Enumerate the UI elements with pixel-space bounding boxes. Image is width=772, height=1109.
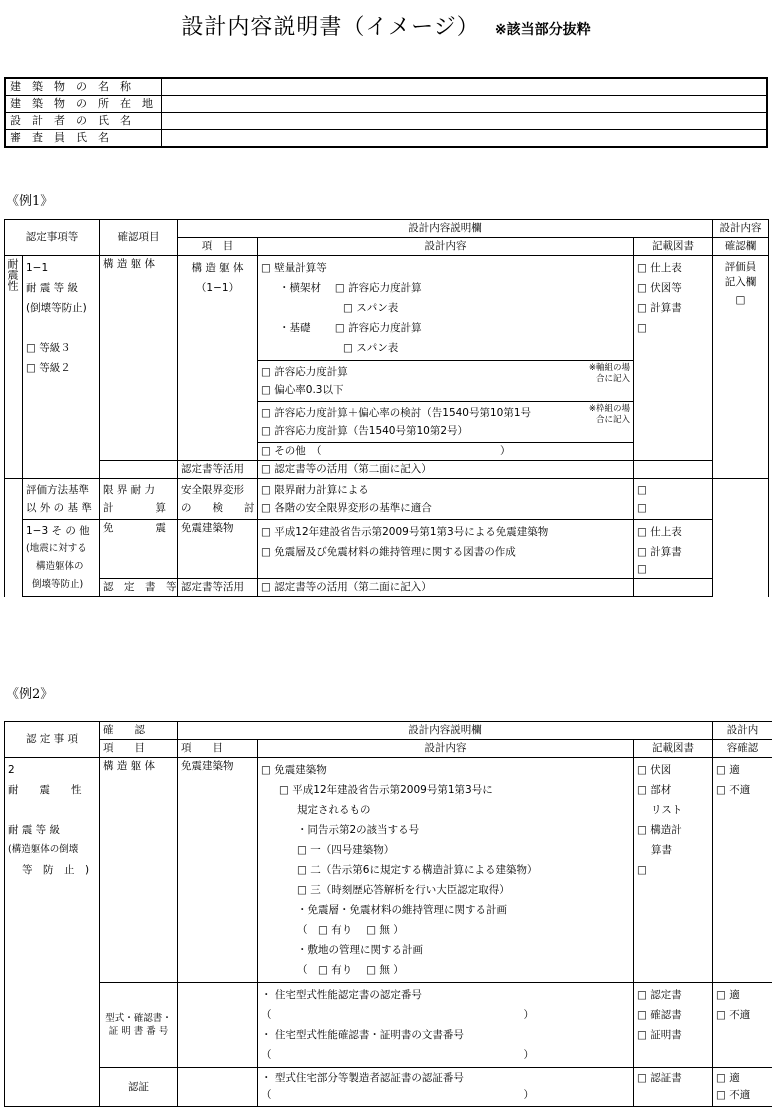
- doc-checkbox[interactable]: □ 確認書: [637, 1009, 682, 1021]
- doc-checkbox[interactable]: □ 構造計: [637, 824, 682, 836]
- item-line: (構造躯体の倒壊: [8, 844, 79, 855]
- content-cell[interactable]: □ その他 （ ）: [258, 443, 634, 461]
- content-line: ・ 型式住宅部分等製造者認証書の認証番号: [261, 1072, 464, 1084]
- check-cell: [100, 983, 178, 1068]
- check-cell: 構 造 躯 体: [100, 256, 178, 461]
- subitem-cell: [178, 983, 258, 1068]
- item-line: 2: [8, 764, 15, 776]
- doc-checkbox[interactable]: □ 認定書: [637, 989, 682, 1001]
- item-line: 評価方法基準: [26, 484, 89, 496]
- item-line: [8, 800, 96, 820]
- confirm-line: 評価員: [724, 261, 757, 273]
- confirm-cell: [713, 479, 769, 597]
- subitem-line: の 検 討: [181, 502, 255, 514]
- title-main: 設計内容説明書（イメージ）: [181, 15, 480, 40]
- header-explain: 設計内容説明欄: [178, 220, 713, 238]
- check-cell: 認証: [100, 1068, 178, 1107]
- item-line: (倒壊等防止): [26, 302, 87, 314]
- content-checkbox[interactable]: □ 二（告示第6に規定する構造計算による建築物）: [297, 864, 538, 876]
- check-cell: [100, 461, 178, 479]
- header-confirm-2: 確認欄: [713, 238, 769, 256]
- content-cell[interactable]: □ 認定書等の活用（第二面に記入）: [258, 461, 634, 479]
- content-checkbox[interactable]: □ 免震建築物: [261, 764, 327, 776]
- content-checkbox[interactable]: □ 許容応力度計算: [261, 366, 348, 378]
- item-line: 等 防 止 ): [22, 864, 90, 876]
- ng-checkbox[interactable]: □ 不適: [716, 784, 751, 796]
- doc-checkbox[interactable]: □: [637, 484, 647, 496]
- grade-3-checkbox[interactable]: □ 等級３: [26, 342, 71, 354]
- confirm-cell: [713, 983, 772, 1068]
- header-explain: 設計内容説明欄: [178, 722, 713, 740]
- check-cell: 免 震: [100, 520, 178, 579]
- content-cell: [258, 479, 634, 520]
- content-checkbox[interactable]: （ □ 有り □ 無 ）: [297, 964, 404, 976]
- number-field[interactable]: （ ）: [261, 1009, 534, 1021]
- header-subitem: 項 目: [178, 238, 258, 256]
- content-checkbox[interactable]: □ 許容応力度計算＋偏心率の検討（告1540号第10第1号: [261, 407, 532, 419]
- doc-checkbox[interactable]: □ 計算書: [637, 302, 682, 314]
- header-item: 認定事項等: [5, 220, 100, 256]
- header-content: 設計内容: [258, 238, 634, 256]
- header-confirm-1: 設計内容: [713, 220, 769, 238]
- subitem-line: （1−1）: [195, 282, 240, 294]
- content-checkbox[interactable]: □ スパン表: [343, 302, 399, 314]
- example-2-table: [4, 721, 772, 1107]
- note-line: 合に記入: [595, 374, 630, 384]
- item-line: 1−3 そ の 他: [26, 525, 90, 537]
- content-line: 規定されるもの: [297, 804, 371, 816]
- content-cell[interactable]: □ 認定書等の活用（第二面に記入）: [258, 579, 634, 597]
- vertical-text: 耐震性: [6, 258, 19, 291]
- content-checkbox[interactable]: ・横架材 □ 許容応力度計算: [279, 282, 422, 294]
- subitem-cell: 免震建築物: [178, 520, 258, 579]
- subitem-cell: [178, 256, 258, 461]
- subitem-cell: 免震建築物: [178, 758, 258, 983]
- content-cell: [258, 758, 634, 983]
- doc-checkbox[interactable]: □: [637, 322, 647, 334]
- confirm-cell: [713, 1068, 772, 1107]
- note: [589, 404, 630, 426]
- content-cell: [258, 983, 634, 1068]
- docs-cell: [634, 1068, 713, 1107]
- info-value-field[interactable]: [161, 113, 767, 130]
- content-checkbox[interactable]: □ 壁量計算等: [261, 262, 327, 274]
- subitem-cell: [178, 1068, 258, 1107]
- example-1-table: [4, 219, 769, 597]
- item-cell: [5, 758, 100, 1107]
- doc-checkbox[interactable]: □ 部材: [637, 784, 672, 796]
- content-checkbox[interactable]: □ 許容応力度計算（告1540号第10第2号）: [261, 425, 469, 437]
- header-content: 設計内容: [258, 740, 634, 758]
- example-1-label: 《例1》: [6, 194, 54, 209]
- docs-cell: [634, 579, 713, 597]
- item-cell: [23, 479, 100, 520]
- doc-checkbox[interactable]: □ 計算書: [637, 546, 682, 558]
- doc-checkbox[interactable]: □: [637, 563, 647, 575]
- doc-line: リスト: [651, 804, 683, 816]
- doc-checkbox[interactable]: □ 伏図等: [637, 282, 682, 294]
- ng-checkbox[interactable]: □ 不適: [716, 1089, 751, 1101]
- content-cell: [258, 402, 634, 443]
- note-line: 合に記入: [595, 415, 630, 425]
- item-line: 構造躯体の: [36, 561, 84, 572]
- header-docs: 記載図書: [634, 740, 713, 758]
- ok-checkbox[interactable]: □ 適: [716, 989, 740, 1001]
- content-checkbox[interactable]: □ 平成12年建設省告示第2009号第1第3号による免震建築物: [261, 526, 549, 538]
- info-label: 審 査 員 氏 名: [5, 130, 161, 148]
- item-cell: [23, 256, 100, 479]
- content-checkbox[interactable]: □ 免震層及び免震材料の維持管理に関する図書の作成: [261, 546, 516, 558]
- note: [589, 363, 630, 385]
- content-checkbox[interactable]: □ 限界耐力計算による: [261, 484, 369, 496]
- doc-checkbox[interactable]: □ 仕上表: [637, 262, 682, 274]
- content-checkbox[interactable]: □ 平成12年建設省告示第2009号第1第3号に: [279, 784, 493, 796]
- docs-cell: [634, 479, 713, 520]
- content-line: ・ 住宅型式性能認定書の認定番号: [261, 989, 422, 1001]
- check-line: 型式・確認書・: [105, 1013, 172, 1024]
- number-field[interactable]: （ ）: [261, 1089, 534, 1101]
- info-label: 建 築 物 の 所 在 地: [5, 96, 161, 113]
- content-checkbox[interactable]: □ 各階の安全限界変形の基準に適合: [261, 502, 432, 514]
- ok-checkbox[interactable]: □ 適: [716, 1072, 740, 1084]
- item-cell: [23, 520, 100, 597]
- info-value-field[interactable]: [161, 78, 767, 96]
- header-confirm-1: 設計内: [713, 722, 772, 740]
- docs-cell: [634, 256, 713, 461]
- item-line: 以 外 の 基 準: [26, 502, 92, 514]
- ok-checkbox[interactable]: □ 適: [716, 764, 740, 776]
- check-line: 証 明 書 番 号: [108, 1026, 169, 1037]
- header-subitem: 項 目: [178, 740, 258, 758]
- note-line: ※軸組の場: [588, 363, 630, 373]
- example-2-label: 《例2》: [6, 687, 54, 702]
- confirm-cell: [713, 256, 769, 479]
- content-cell: [258, 520, 634, 579]
- content-line: ・同告示第2の該当する号: [297, 824, 420, 836]
- doc-line: 算書: [651, 844, 672, 856]
- item-line: (地震に対する: [26, 543, 87, 554]
- docs-cell: [634, 983, 713, 1068]
- doc-checkbox[interactable]: □: [637, 864, 647, 876]
- confirm-cell: [713, 758, 772, 983]
- subitem-line: 構 造 躯 体: [191, 262, 244, 274]
- subitem-cell: 認定書等活用: [178, 579, 258, 597]
- header-check-1: 確 認: [100, 722, 178, 740]
- content-cell: [258, 256, 634, 361]
- ng-checkbox[interactable]: □ 不適: [716, 1009, 751, 1021]
- content-line: ・ 住宅型式性能確認書・証明書の文書番号: [261, 1029, 464, 1041]
- header-item: 認 定 事 項: [5, 722, 100, 758]
- check-line: 計 算: [103, 502, 166, 514]
- info-row: [5, 78, 767, 96]
- content-checkbox[interactable]: □ 一（四号建築物）: [297, 844, 395, 856]
- doc-checkbox[interactable]: □ 認証書: [637, 1072, 682, 1084]
- docs-cell: [634, 520, 713, 579]
- building-info-table: [4, 77, 768, 148]
- info-row: [5, 130, 767, 148]
- content-checkbox[interactable]: □ 三（時刻歴応答解析を行い大臣認定取得）: [297, 884, 510, 896]
- content-checkbox[interactable]: □ スパン表: [343, 342, 399, 354]
- content-line: ・免震層・免震材料の維持管理に関する計画: [297, 904, 507, 916]
- content-checkbox[interactable]: □ 偏心率0.3以下: [261, 384, 344, 396]
- title-sub: ※該当部分抜粋: [494, 22, 591, 38]
- content-cell: [258, 361, 634, 402]
- item-line: 1−1: [26, 262, 49, 274]
- blank-cell: [5, 479, 23, 597]
- header-check-2: 項 目: [100, 740, 178, 758]
- info-row: [5, 96, 767, 113]
- seismic-vertical-label: [5, 256, 23, 479]
- docs-cell: [634, 758, 713, 983]
- header-confirm-2: 容確認: [713, 740, 772, 758]
- subitem-cell: 認定書等活用: [178, 461, 258, 479]
- check-cell: [100, 479, 178, 520]
- grade-2-checkbox[interactable]: □ 等級２: [26, 362, 71, 374]
- item-line: 耐 震 等 級: [26, 282, 79, 294]
- info-row: [5, 113, 767, 130]
- item-line: [26, 318, 96, 338]
- doc-checkbox[interactable]: □ 仕上表: [637, 526, 682, 538]
- note-line: ※枠組の場: [588, 404, 630, 414]
- content-line: ・敷地の管理に関する計画: [297, 944, 423, 956]
- info-value-field[interactable]: [161, 96, 767, 113]
- content-cell: [258, 1068, 634, 1107]
- number-field[interactable]: （ ）: [261, 1049, 534, 1061]
- subitem-cell: [178, 479, 258, 520]
- check-cell: 認 定 書 等: [100, 579, 178, 597]
- info-value-field[interactable]: [161, 130, 767, 148]
- item-line: 倒壊等防止): [32, 579, 84, 590]
- check-cell: 構 造 躯 体: [100, 758, 178, 983]
- content-checkbox[interactable]: （ □ 有り □ 無 ）: [297, 924, 404, 936]
- confirm-checkbox[interactable]: □: [735, 294, 746, 306]
- docs-cell: [634, 461, 713, 479]
- info-label: 建 築 物 の 名 称: [5, 78, 161, 96]
- check-line: 限 界 耐 力: [103, 484, 156, 496]
- info-label: 設 計 者 の 氏 名: [5, 113, 161, 130]
- confirm-line: 記入欄: [724, 276, 757, 288]
- item-line: 耐 震 等 級: [8, 824, 61, 836]
- header-check: 確認項目: [100, 220, 178, 256]
- subitem-line: 安全限界変形: [181, 484, 244, 496]
- header-docs: 記載図書: [634, 238, 713, 256]
- doc-checkbox[interactable]: □ 伏図: [637, 764, 672, 776]
- document-title: [0, 10, 772, 41]
- content-checkbox[interactable]: ・基礎 □ 許容応力度計算: [279, 322, 422, 334]
- doc-checkbox[interactable]: □: [637, 502, 647, 514]
- item-line: 耐 震 性: [8, 784, 82, 796]
- doc-checkbox[interactable]: □ 証明書: [637, 1029, 682, 1041]
